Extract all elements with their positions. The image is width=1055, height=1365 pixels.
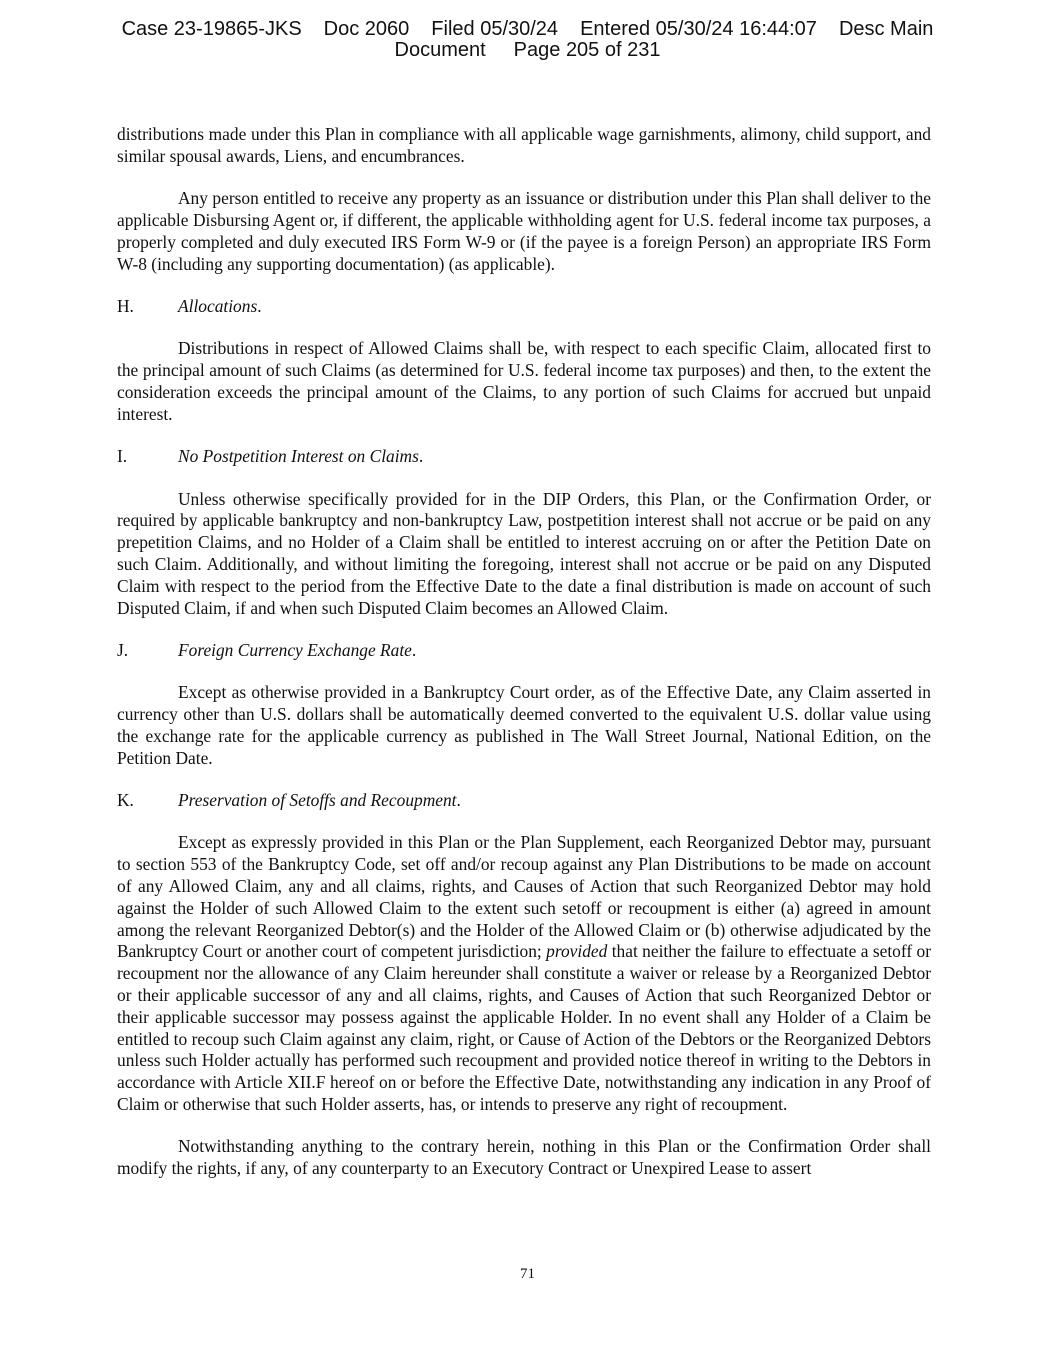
header-line-2 [0, 40, 1055, 61]
notwithstanding-paragraph: Notwithstanding anything to the contrary herein, nothing in this Plan or the Confirmation Order shall modify the rights, if any, of any counterparty to an Executory Contract or Unexpired Lease to assert [117, 1136, 931, 1179]
section-title-period: . [418, 446, 424, 467]
w9-paragraph: Any person entitled to receive any property as an issuance or distribution under this Plan shall deliver to the applicable Disbursing Agent or, if different, the applicable withholding agent for U.S. federal income tax purposes, a properly completed and duly executed IRS Form W-9 or (if the payee is a foreign Person) an appropriate IRS Form W-8 (including any supporting documentation) (as applicable). [117, 188, 931, 274]
section-heading-h [117, 296, 931, 318]
section-title-wrap [178, 446, 423, 468]
section-title-period: . [411, 639, 417, 660]
filed-date: Filed 05/30/24 [431, 18, 559, 40]
page-number: 71 [520, 1266, 535, 1282]
section-title-wrap [178, 296, 262, 318]
continued-paragraph: distributions made under this Plan in compliance with all applicable wage garnishments, alimony, child support, and similar spousal awards, Liens, and encumbrances. [117, 124, 931, 166]
document-label: Document [394, 39, 486, 61]
section-title-period: . [257, 295, 262, 316]
section-title-wrap [178, 790, 461, 812]
section-title: Foreign Currency Exchange Rate [178, 639, 412, 660]
entered-date: Entered 05/30/24 16:44:07 [580, 18, 817, 40]
description: Desc Main [838, 18, 934, 40]
section-title: No Postpetition Interest on Claims [178, 446, 419, 467]
section-number: H. [117, 295, 134, 316]
allocations-paragraph: Distributions in respect of Allowed Claims shall be, with respect to each specific Claim, allocated first to the principal amount of such Claims (as determined for U.S. federal income tax purposes) and then, to the extent the consideration exceeds the principal amount of the Claims, to any portion of such Claims for accrued but unpaid interest. [117, 338, 931, 424]
section-title-period: . [456, 790, 461, 811]
document-body [117, 124, 931, 1201]
court-filing-header [0, 19, 1055, 61]
section-title: Preservation of Setoffs and Recoupment [178, 790, 457, 811]
postpetition-interest-paragraph: Unless otherwise specifically provided for in the DIP Orders, this Plan, or the Confirmation Order, or required by applicable bankruptcy and non-bankruptcy Law, postpetition interest shall not accrue or be paid on any prepetition Claims, and no Holder of a Claim shall be entitled to interest accruing on or after the Petition Date on such Claim. Additionally, and without limiting the foregoing, interest shall not accrue or be paid on any Disputed Claim with respect to the period from the Effective Date to the date a final distribution is made on account of such Disputed Claim, if and when such Disputed Claim becomes an Allowed Claim. [117, 488, 931, 618]
header-line-1 [0, 19, 1055, 40]
section-number: K. [117, 790, 134, 811]
provided-emphasis: provided [546, 941, 608, 962]
section-number: I. [117, 446, 128, 467]
section-title: Allocations [178, 295, 258, 316]
section-number: J. [117, 639, 129, 660]
setoff-text-part-1: Except as expressly provided in this Plan or the Plan Supplement, each Reorganized Debtor may, pursuant to section 553 of the Bankruptcy Code, set off and/or recoup against any Plan Distributions to be made on account of any Allowed Claim, any and all claims, rights, and Causes of Action that such Reorganized Debtor may hold against the Holder of such Allowed Claim to the extent such setoff or recoupment is either (a) agreed in amount among the relevant Reorganized Debtor(s) and the Holder of the Allowed Claim or (b) otherwise adjudicated by the Bankruptcy Court or another court of competent jurisdiction; [117, 832, 931, 962]
section-heading-k [117, 790, 931, 812]
page-indicator: Page 205 of 231 [513, 39, 661, 61]
doc-number: Doc 2060 [323, 18, 410, 40]
section-heading-j [117, 640, 931, 662]
section-title-wrap [178, 640, 416, 662]
setoff-recoupment-paragraph [117, 832, 931, 1115]
case-number: Case 23-19865-JKS [121, 18, 302, 40]
setoff-text-part-2: that neither the failure to effectuate a setoff or recoupment nor the allowance of any Claim hereunder shall constitute a waiver or release by a Reorganized Debtor or their applicable successor of any and all claims, rights, and Causes of Action that such Reorganized Debtor or their applicable successor may possess against the applicable Holder. In no event shall any Holder of a Claim be entitled to recoup such Claim against any claim, right, or Cause of Action of the Debtors or the Reorganized Debtors unless such Holder actually has performed such recoupment and provided notice thereof in writing to the Debtors in accordance with Article XII.F hereof on or before the Effective Date, notwithstanding any indication in any Proof of Claim or otherwise that such Holder asserts, has, or intends to preserve any right of recoupment. [117, 941, 931, 1115]
currency-exchange-paragraph: Except as otherwise provided in a Bankruptcy Court order, as of the Effective Date, any Claim asserted in currency other than U.S. dollars shall be automatically deemed converted to the equivalent U.S. dollar value using the exchange rate for the applicable currency as published in The Wall Street Journal, National Edition, on the Petition Date. [117, 682, 931, 768]
section-heading-i [117, 446, 931, 468]
